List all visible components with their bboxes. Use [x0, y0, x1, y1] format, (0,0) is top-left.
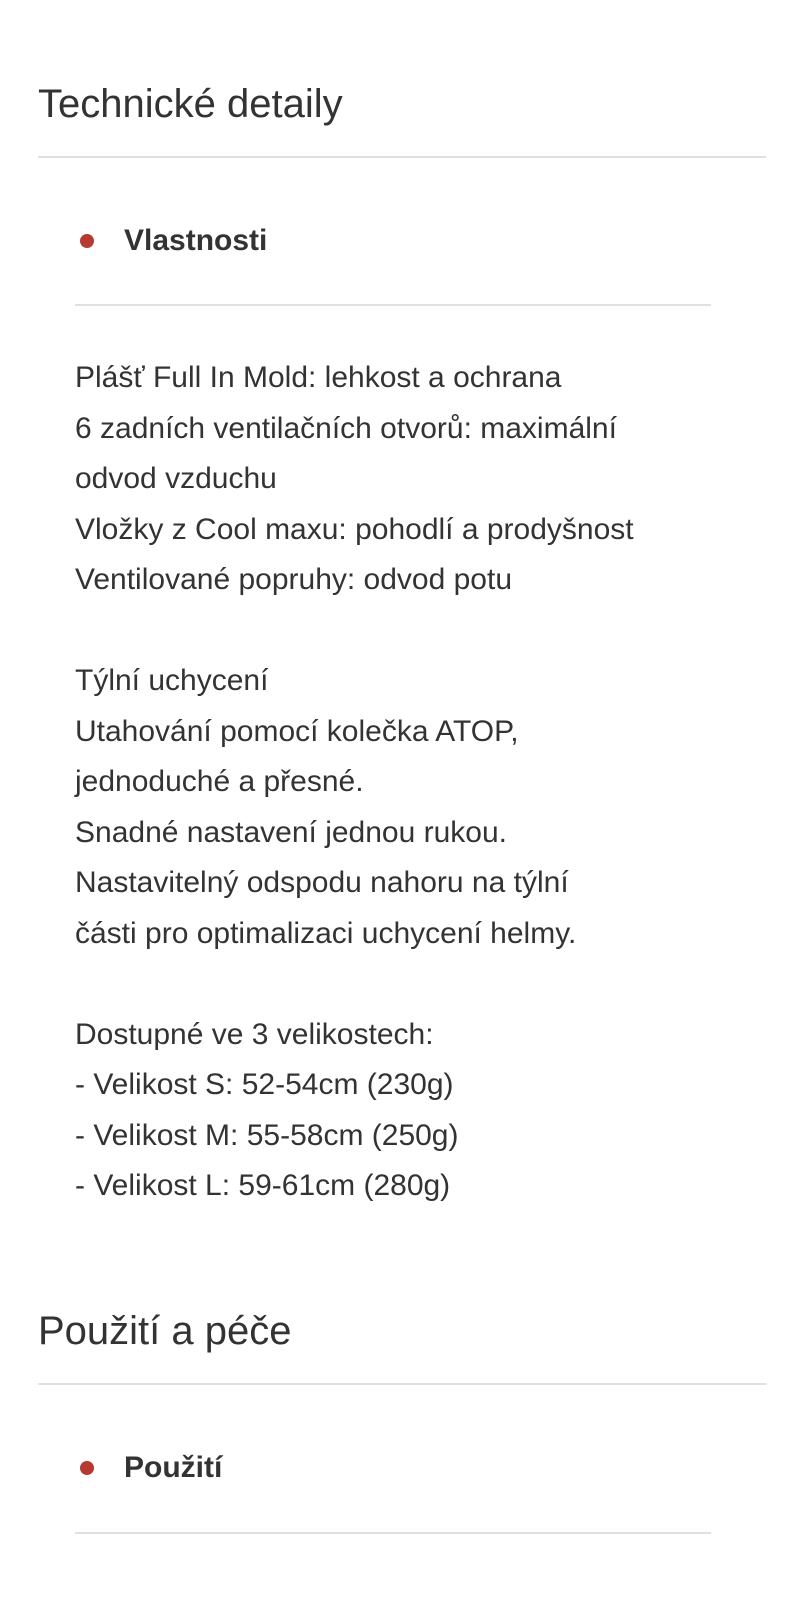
- content-line: Utahování pomocí kolečka ATOP,: [75, 714, 519, 748]
- properties-content: [75, 353, 634, 1212]
- content-line: - Velikost M: 55-58cm (250g): [75, 1118, 459, 1152]
- content-line: - Velikost L: 59-61cm (280g): [75, 1169, 451, 1202]
- accordion-pouziti[interactable]: [80, 1451, 222, 1485]
- section-title-technical-details: Technické detaily: [38, 82, 343, 126]
- accordion-vlastnosti[interactable]: [80, 224, 267, 258]
- content-line: 6 zadních ventilačních otvorů: maximální: [75, 411, 617, 445]
- section-title-usage-care: Použití a péče: [38, 1309, 292, 1353]
- content-line: odvod vzduchu: [75, 462, 277, 495]
- content-line: části pro optimalizaci uchycení helmy.: [75, 916, 577, 950]
- accordion-label: Použití: [124, 1451, 223, 1484]
- content-line: Snadné nastavení jednou rukou.: [75, 815, 507, 849]
- bullet-dot-icon: [80, 234, 94, 248]
- content-line: [75, 606, 634, 657]
- content-line: Dostupné ve 3 velikostech:: [75, 1017, 434, 1051]
- content-line: jednoduché a přesné.: [75, 765, 364, 798]
- content-line: Nastavitelný odspodu nahoru na týlní: [75, 866, 569, 899]
- content-line: Vložky z Cool maxu: pohodlí a prodyšnost: [75, 512, 634, 546]
- divider: [38, 156, 766, 158]
- divider: [75, 304, 711, 306]
- content-line: Týlní uchycení: [75, 664, 269, 697]
- bullet-dot-icon: [80, 1461, 94, 1475]
- divider: [38, 1383, 766, 1385]
- accordion-label: Vlastnosti: [124, 224, 268, 257]
- content-line: Plášť Full In Mold: lehkost a ochrana: [75, 361, 562, 394]
- content-line: - Velikost S: 52-54cm (230g): [75, 1068, 454, 1101]
- content-line: Ventilované popruhy: odvod potu: [75, 563, 513, 596]
- divider: [75, 1532, 711, 1534]
- content-line: [75, 959, 634, 1010]
